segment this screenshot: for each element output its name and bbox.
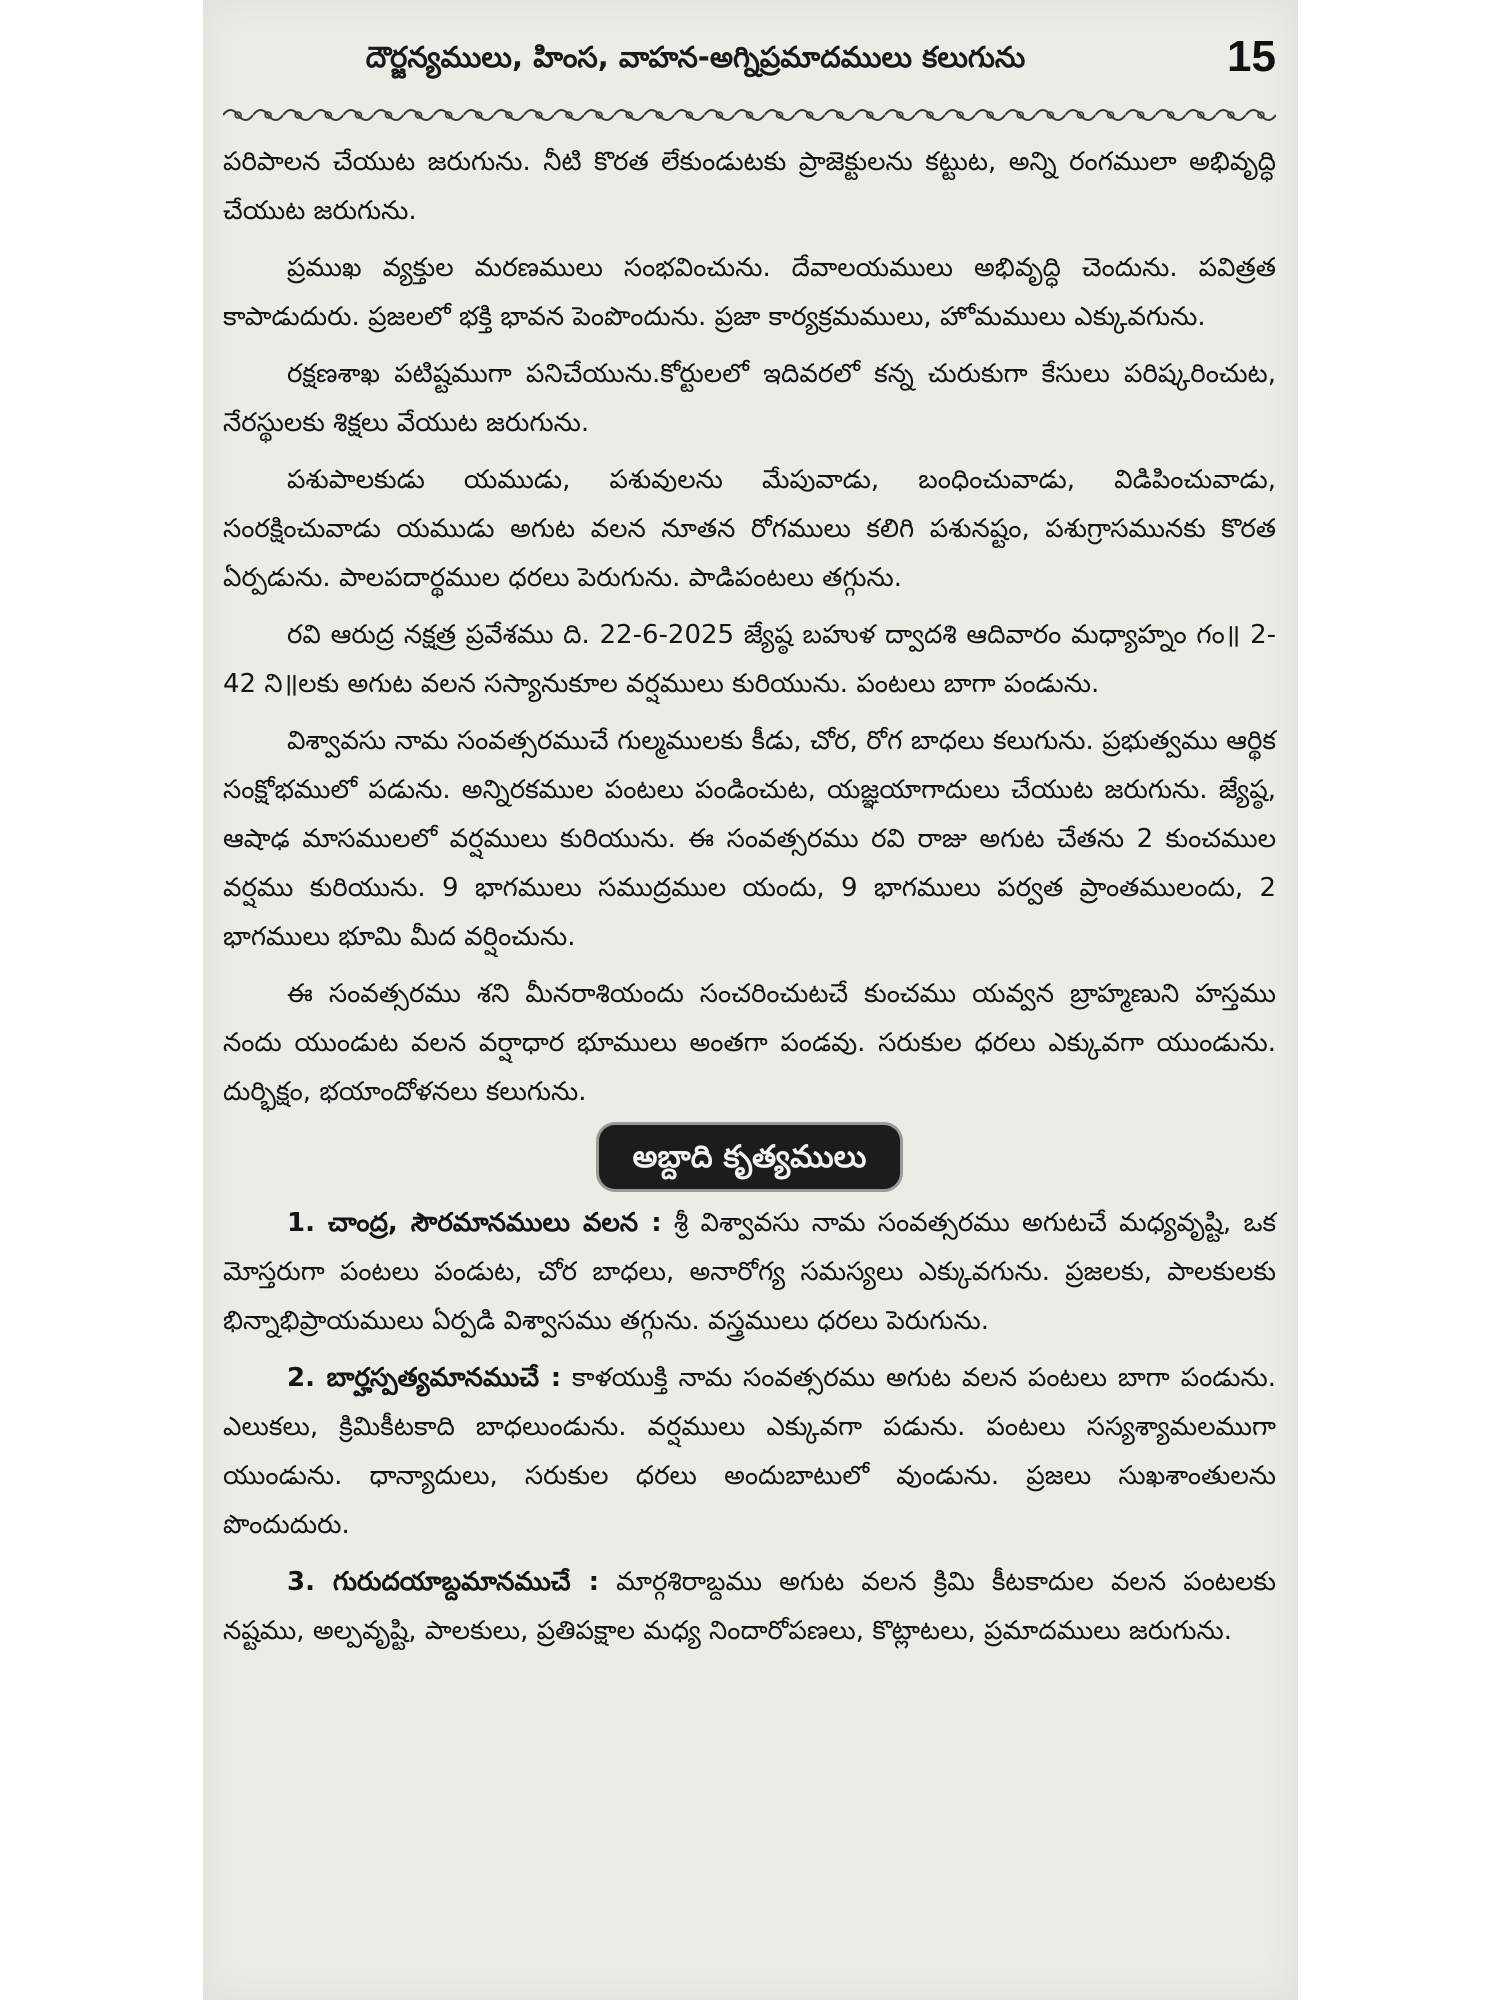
list-item (223, 1354, 1276, 1550)
paragraph: పశుపాలకుడు యముడు, పశువులను మేపువాడు, బంధించువాడు, విడిపించువాడు, సంరక్షించువాడు యముడు అగుట వలన నూతన రోగములు కలిగి పశునష్టం, పశుగ్రాసమునకు కొరత ఏర్పడును. పాలపదార్థముల ధరలు పెరుగును. పాడిపంటలు తగ్గును. (223, 465, 1276, 593)
section-heading-wrap (223, 1125, 1276, 1189)
item-text: మార్గశిరాబ్దము అగుట వలన క్రిమి కీటకాదుల వలన పంటలకు నష్టము, అల్పవృష్టి, పాలకులు, ప్రతిపక్షాల మధ్య నిందారోపణలు, కొట్లాటలు, ప్రమాదములు జరుగును. (223, 1567, 1276, 1646)
paragraph: రక్షణశాఖ పటిష్టముగా పనిచేయును.కోర్టులలో ఇదివరలో కన్న చురుకుగా కేసులు పరిష్కరించుట, నేరస్థులకు శిక్షలు వేయుట జరుగును. (223, 359, 1276, 438)
running-title: దౌర్జన్యములు, హింస, వాహన-అగ్నిప్రమాదములు కలుగును (365, 40, 1026, 74)
item-text: కాళయుక్తి నామ సంవత్సరము అగుట వలన పంటలు బాగా పండును. ఎలుకలు, క్రిమికీటకాది బాధలుండును. వర్షములు ఎక్కువగా పడును. పంటలు సస్యశ్యామలముగా యుండును. ధాన్యాదులు, సరుకుల ధరలు అందుబాటులో వుండును. ప్రజలు సుఖశాంతులను పొందుదురు. (223, 1363, 1276, 1540)
item-label: 2. బార్హస్పత్యమానముచే : (287, 1363, 562, 1393)
paragraph: పరిపాలన చేయుట జరుగును. నీటి కొరత లేకుండుటకు ప్రాజెక్టులను కట్టుట, అన్ని రంగములా అభివృద్ధి చేయుట జరుగును. (223, 147, 1276, 226)
item-label: 1. చాంద్ర, సౌరమానములు వలన : (287, 1208, 662, 1238)
paragraph: విశ్వావసు నామ సంవత్సరముచే గుల్మములకు కీడు, చోర, రోగ బాధలు కలుగును. ప్రభుత్వము ఆర్థిక సంక్షోభములో పడును. అన్నిరకముల పంటలు పండించుట, యజ్ఞయాగాదులు చేయుట జరుగును. జ్యేష్ఠ, ఆషాఢ మాసములలో వర్షములు కురియును. ఈ సంవత్సరము రవి రాజు అగుట చేతను 2 కుంచముల వర్షము కురియును. 9 భాగములు సముద్రముల యందు, 9 భాగములు పర్వత ప్రాంతములందు, 2 భాగములు భూమి మీద వర్షించును. (223, 726, 1276, 952)
section-heading: అబ్దాది కృత్యములు (599, 1125, 901, 1189)
page-body (223, 138, 1276, 1664)
paragraph: రవి ఆరుద్ర నక్షత్ర ప్రవేశము ది. 22-6-2025 జ్యేష్ఠ బహుళ ద్వాదశి ఆదివారం మధ్యాహ్నం గం॥ 2-42 ని॥లకు అగుట వలన సస్యానుకూల వర్షములు కురియును. పంటలు బాగా పండును. (223, 620, 1276, 699)
list-item (223, 1558, 1276, 1656)
paragraph: ప్రముఖ వ్యక్తుల మరణములు సంభవించును. దేవాలయములు అభివృద్ధి చెందును. పవిత్రత కాపాడుదురు. ప్రజలలో భక్తి భావన పెంపొందును. ప్రజా కార్యక్రమములు, హోమములు ఎక్కువగును. (223, 253, 1276, 332)
paragraph: ఈ సంవత్సరము శని మీనరాశియందు సంచరించుటచే కుంచము యవ్వన బ్రాహ్మణుని హస్తము నందు యుండుట వలన వర్షాధార భూములు అంతగా పండవు. సరుకుల ధరలు ఎక్కువగా యుండును. దుర్భిక్షం, భయాందోళనలు కలుగును. (223, 979, 1276, 1107)
item-label: 3. గురుదయాబ్దమానముచే : (287, 1567, 599, 1597)
border-ornament-icon (223, 104, 1276, 126)
decorative-border (223, 104, 1276, 126)
page-header (203, 32, 1298, 92)
list-item (223, 1199, 1276, 1346)
item-text: శ్రీ విశ్వావసు నామ సంవత్సరము అగుటచే మధ్యవృష్టి, ఒక మోస్తరుగా పంటలు పండుట, చోర బాధలు, అనారోగ్య సమస్యలు ఎక్కువగును. ప్రజలకు, పాలకులకు భిన్నాభిప్రాయములు ఏర్పడి విశ్వాసము తగ్గును. వస్త్రములు ధరలు పెరుగును. (223, 1208, 1277, 1336)
book-page (203, 0, 1298, 2000)
page-number: 15 (1227, 32, 1276, 81)
